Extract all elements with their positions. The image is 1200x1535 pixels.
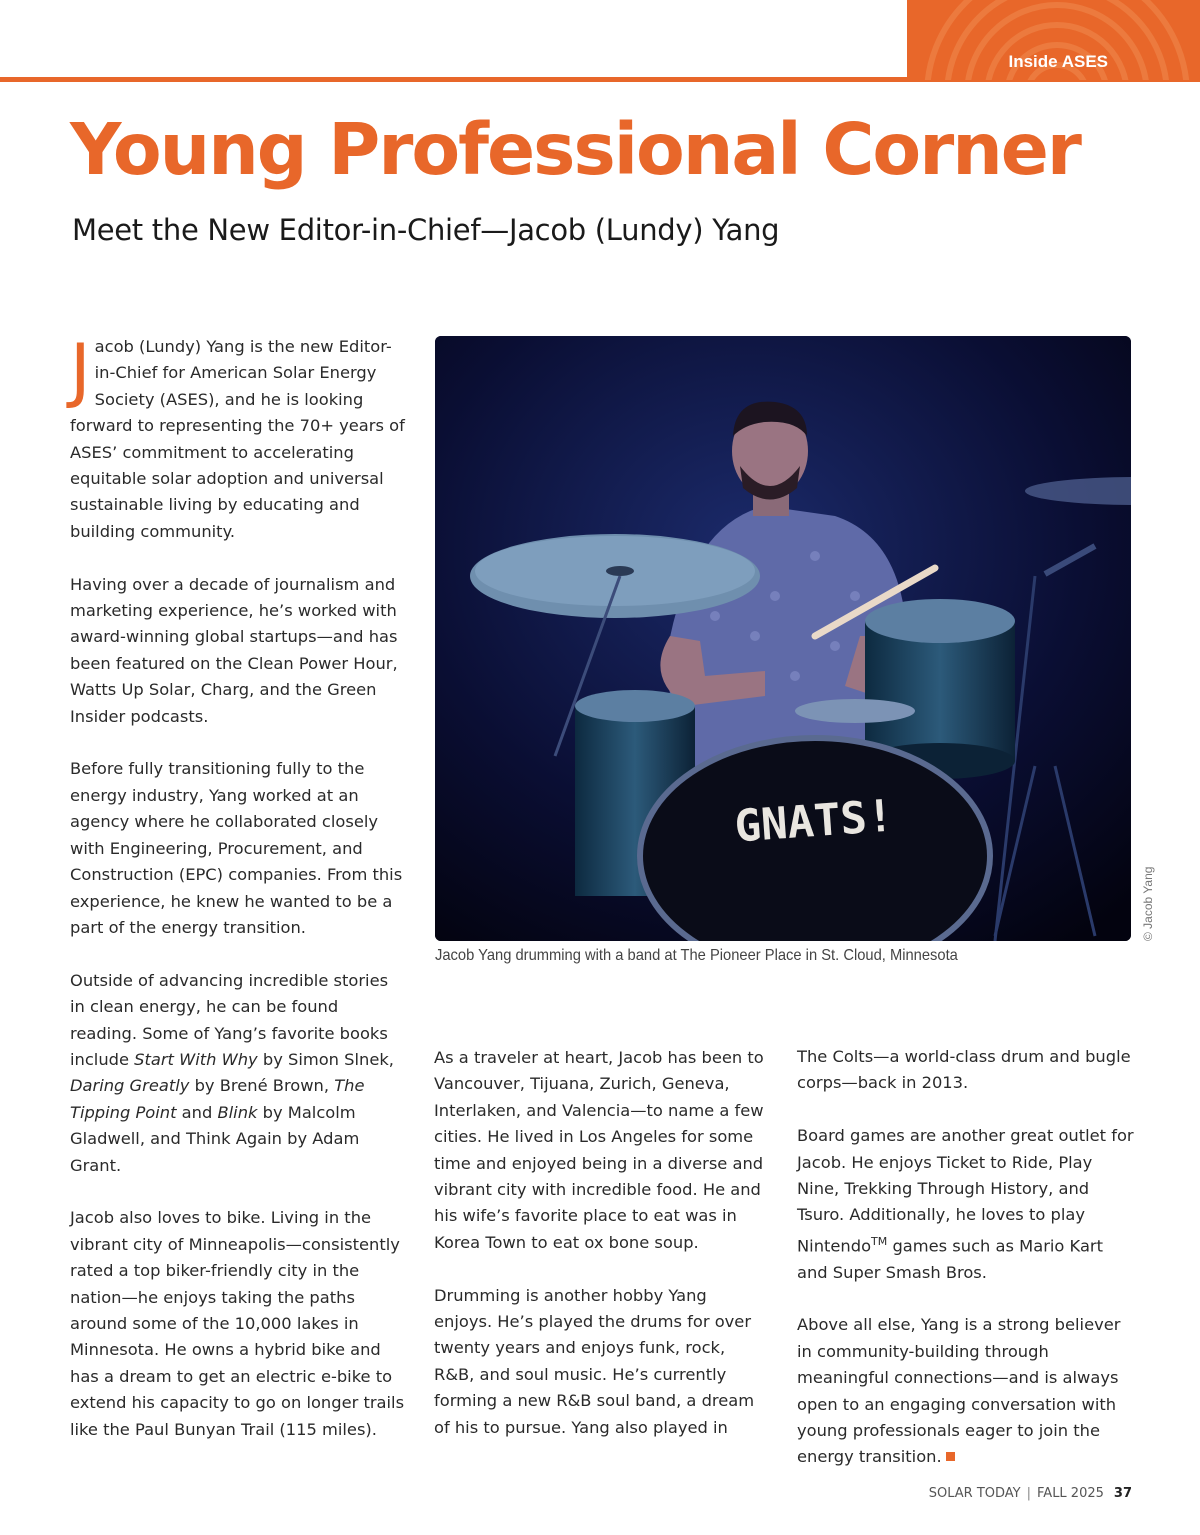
paragraph-board-games: Board games are another great outlet for Jacob. He enjoys Ticket to Ride, Play Nine, Trekking Through History, and Tsuro. Additionally, he loves to play Nintendo™ games such as Mario Kart and Super Smash Bros.	[797, 1126, 1134, 1282]
publication-name: SOLAR TODAY	[928, 1486, 1021, 1501]
issue-label: FALL 2025	[1037, 1486, 1104, 1501]
page-number: 37	[1113, 1486, 1132, 1501]
paragraph-biking: Jacob also loves to bike. Living in the vibrant city of Minneapolis—consistently rated a top biker-friendly city in the nation—he enjoys taking the paths around some of the 10,000 lakes in Minnesota. He owns a hybrid bike and has a dream to get an electric e-bike to extend his capacity to go on longer trails like the Paul Bunyan Trail (115 miles).	[70, 1208, 405, 1439]
paragraph-travel: As a traveler at heart, Jacob has been to Vancouver, Tijuana, Zurich, Geneva, Interlaken, and Valencia—to name a few cities. He lived in Los Angeles for some time and enjoyed being in a diverse and vibrant city with incredible food. He and his wife’s favorite place to eat was in Korea Town to eat ox bone soup.	[434, 1048, 764, 1252]
paragraph-reading: Outside of advancing incredible stories in clean energy, he can be found reading. Some of Yang’s favorite books include Start With Why by Simon Slnek, Daring Greatly by Brené Brown, The Tipping Point and Blink by Malcolm Gladwell, and Think Again by Adam Grant.	[70, 970, 394, 1175]
article-title: Young Professional Corner	[70, 108, 1080, 191]
text-column-3	[797, 1044, 1137, 1497]
book-title: The Tipping Point	[70, 1076, 365, 1122]
article-subtitle: Meet the New Editor-in-Chief—Jacob (Lundy) Yang	[72, 213, 780, 247]
text-column-1	[70, 329, 408, 1469]
paragraph-drumming-continued: The Colts—a world-class drum and bugle corps—back in 2013.	[797, 1047, 1131, 1093]
photo-credit: © Jacob Yang	[1141, 866, 1155, 941]
page-footer	[929, 1486, 1132, 1501]
trademark-mark: TM	[871, 1234, 888, 1248]
section-tab	[907, 0, 1200, 80]
section-label: Inside ASES	[1008, 52, 1108, 71]
photo-caption: Jacob Yang drumming with a band at The Pioneer Place in St. Cloud, Minnesota	[435, 947, 958, 964]
footer-separator: |	[1026, 1486, 1032, 1501]
book-title: Daring Greatly	[70, 1076, 190, 1096]
paragraph-experience: Having over a decade of journalism and marketing experience, he’s worked with award-winning global startups—and has been featured on the Clean Power Hour, Watts Up Solar, Charg, and the Green Insider podcasts.	[70, 574, 398, 726]
drummer-photo	[435, 336, 1131, 941]
end-of-article-mark	[946, 1452, 955, 1461]
bass-drum-logo: GNATS!	[732, 790, 896, 853]
drop-cap: J	[70, 329, 91, 411]
paragraph-closing: Above all else, Yang is a strong believer in community-building through meaningful connections—and is always open to an engaging conversation with young professionals eager to join the energy transition.	[797, 1315, 1121, 1467]
text-column-2	[434, 1045, 766, 1467]
book-title: Blink	[217, 1102, 258, 1122]
paragraph-background: Before fully transitioning fully to the energy industry, Yang worked at an agency where he collaborated closely with Engineering, Procurement, and Construction (EPC) companies. From this experience, he knew he wanted to be a part of the energy transition.	[70, 759, 403, 937]
paragraph-intro: Jacob (Lundy) Yang is the new Editor-in-Chief for American Solar Energy Society (ASES), and he is looking forward to representing the 70+ years of ASES’ commitment to accelerating equitable solar adoption and universal sustainable living by educating and building community.	[70, 329, 405, 541]
paragraph-drumming: Drumming is another hobby Yang enjoys. He’s played the drums for over twenty years and enjoys funk, rock, R&B, and soul music. He’s currently forming a new R&B soul band, a dream of his to pursue. Yang also played in	[434, 1285, 755, 1437]
book-title: Start With Why	[134, 1049, 258, 1069]
